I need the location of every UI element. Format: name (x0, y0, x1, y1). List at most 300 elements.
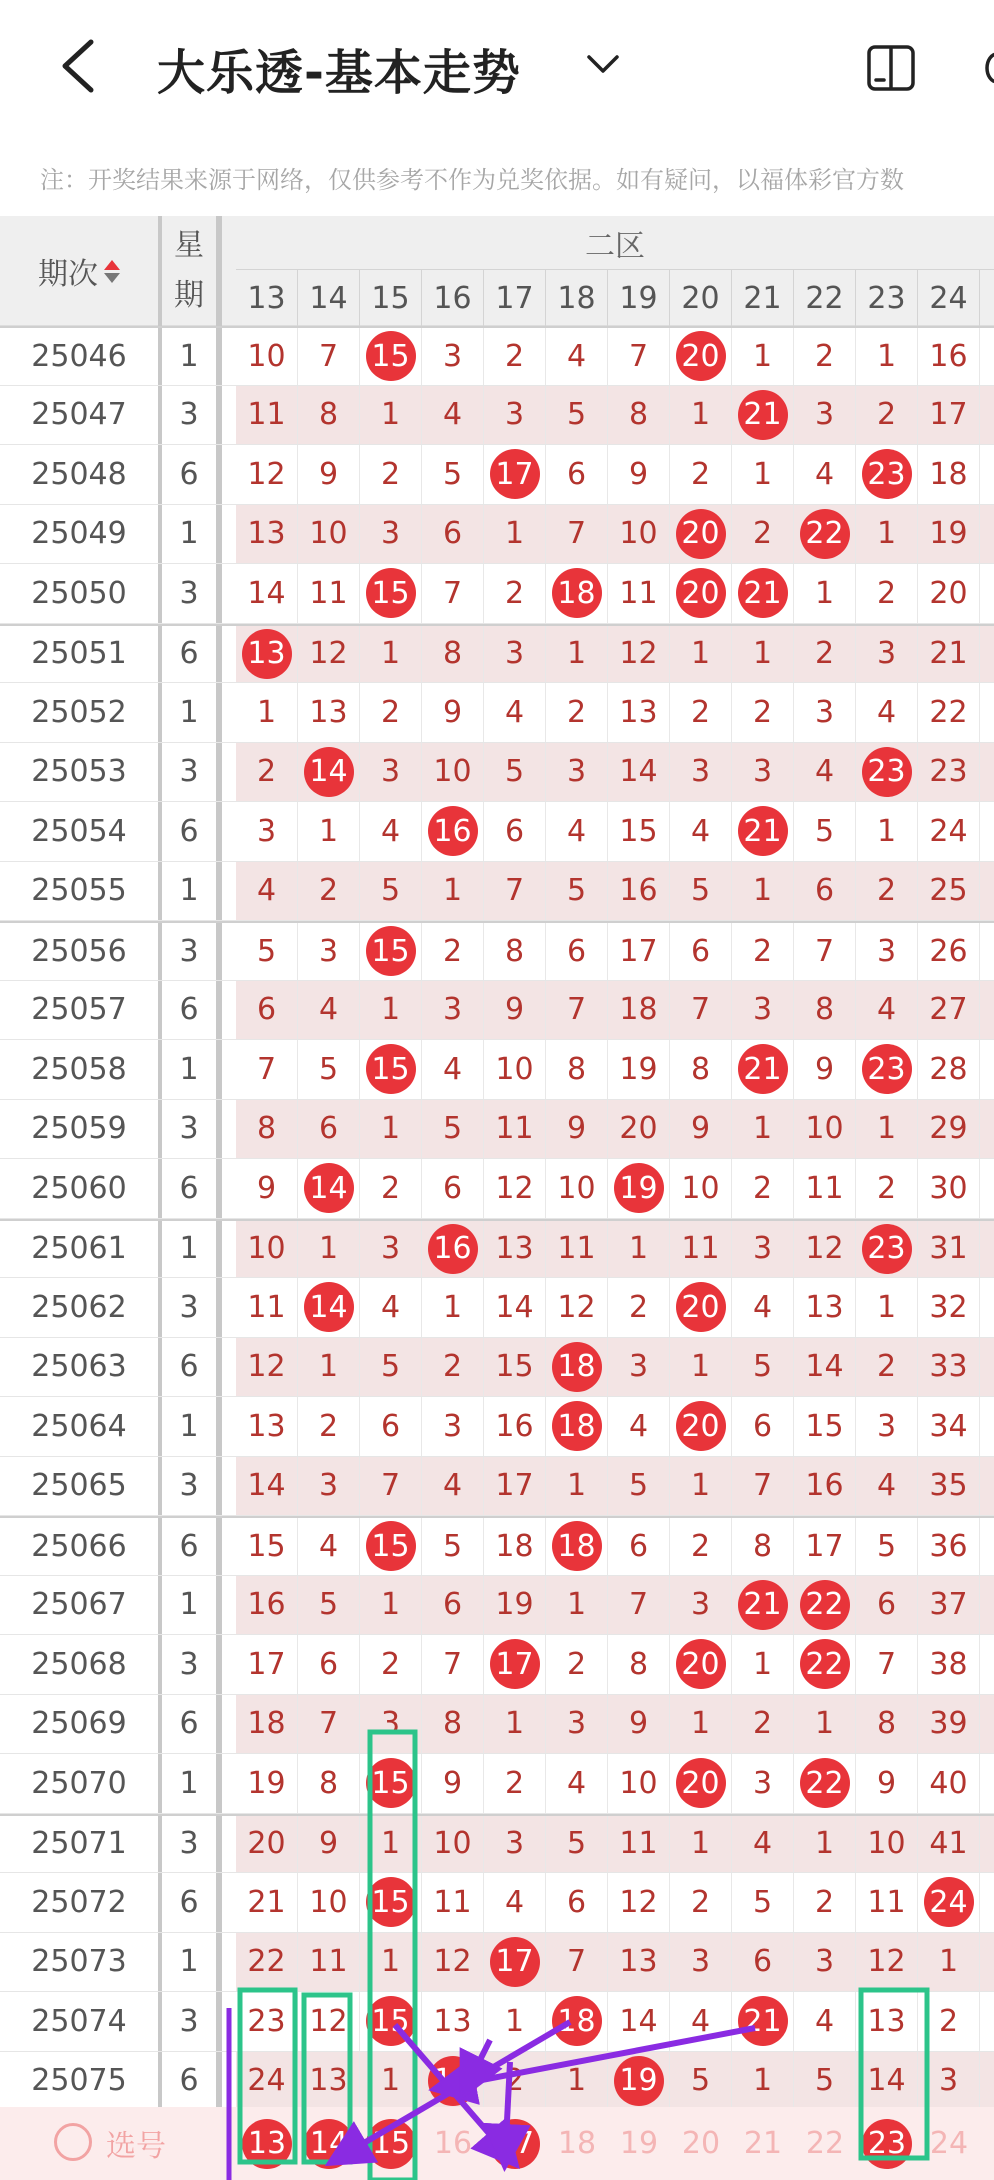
selected-number-ball[interactable]: 14 (304, 2119, 354, 2169)
period-cell: 25061 (0, 1221, 162, 1278)
number-cell: 1 (670, 626, 732, 683)
table-row (0, 862, 994, 922)
week-cell: 3 (162, 1992, 222, 2051)
number-cell (732, 802, 794, 861)
number-cell: 2 (794, 328, 856, 385)
number-cell: 16 (918, 328, 980, 385)
number-cell: 5 (484, 743, 546, 802)
number-cell: 8 (298, 1754, 360, 1813)
period-cell: 25051 (0, 626, 162, 683)
table-row (0, 921, 994, 981)
number-cell: 3 (794, 683, 856, 742)
table-row (0, 1576, 994, 1636)
number-cell: 13 (484, 1221, 546, 1278)
period-cell: 25050 (0, 564, 162, 623)
week-cell: 6 (162, 1338, 222, 1397)
number-cell (732, 1992, 794, 2051)
number-cell: 14 (484, 1278, 546, 1337)
number-cell: 6 (546, 445, 608, 504)
table-row (0, 2052, 994, 2112)
zone-cells (236, 1338, 994, 1397)
number-cell: 12 (856, 1933, 918, 1992)
number-cell: 2 (732, 505, 794, 564)
drawn-number-ball: 17 (490, 449, 540, 499)
drawn-number-ball: 22 (800, 1580, 850, 1630)
drawn-number-ball: 18 (552, 1342, 602, 1392)
number-cell: 20 (608, 1100, 670, 1159)
number-cell: 4 (422, 386, 484, 445)
period-cell: 25064 (0, 1397, 162, 1456)
number-cell: 4 (546, 328, 608, 385)
select-number-cell[interactable]: 22 (805, 2126, 845, 2161)
number-cell: 19 (484, 1576, 546, 1635)
select-number-cell[interactable]: 16 (433, 2126, 473, 2161)
number-cell: 3 (360, 505, 422, 564)
number-cell: 32 (918, 1278, 980, 1337)
period-cell: 25054 (0, 802, 162, 861)
number-cell (298, 743, 360, 802)
number-cell: 5 (732, 1338, 794, 1397)
number-cell: 16 (236, 1576, 298, 1635)
number-cell: 1 (856, 505, 918, 564)
week-cell: 3 (162, 1816, 222, 1873)
number-cell: 1 (732, 2052, 794, 2111)
period-header[interactable] (0, 216, 162, 326)
number-cell: 3 (546, 1695, 608, 1754)
number-cell: 3 (732, 981, 794, 1040)
number-cell: 11 (236, 386, 298, 445)
selected-number-ball[interactable]: 15 (366, 2119, 416, 2169)
number-cell: 3 (670, 1933, 732, 1992)
table-row (0, 981, 994, 1041)
number-cell: 5 (298, 1576, 360, 1635)
number-cell: 10 (670, 1159, 732, 1218)
number-cell (856, 1221, 918, 1278)
number-cell: 16 (608, 862, 670, 921)
table-row (0, 1635, 994, 1695)
number-cell: 1 (732, 862, 794, 921)
number-cell: 1 (732, 626, 794, 683)
number-cell: 11 (546, 1221, 608, 1278)
number-cell (794, 1576, 856, 1635)
number-cell (422, 2052, 484, 2111)
number-cell: 2 (732, 1695, 794, 1754)
number-cell: 3 (608, 1338, 670, 1397)
week-cell: 3 (162, 1457, 222, 1516)
number-cell (670, 1278, 732, 1337)
number-cell: 4 (360, 1278, 422, 1337)
number-cell: 13 (608, 683, 670, 742)
zone-cells (236, 862, 994, 921)
number-cell: 6 (732, 1933, 794, 1992)
table-row (0, 1754, 994, 1814)
number-cell: 1 (422, 862, 484, 921)
number-cell: 14 (236, 1457, 298, 1516)
number-cell: 12 (422, 1933, 484, 1992)
number-cell: 2 (236, 743, 298, 802)
zone-cells (236, 1221, 994, 1278)
column-header: 15 (360, 270, 422, 326)
column-header: 24 (918, 270, 980, 326)
select-number-cell[interactable] (298, 2107, 360, 2180)
number-cell: 1 (856, 1278, 918, 1337)
number-cell: 1 (856, 328, 918, 385)
number-cell: 8 (236, 1100, 298, 1159)
select-number-cell[interactable]: 18 (557, 2126, 597, 2161)
number-cell: 7 (298, 1695, 360, 1754)
number-cell: 10 (236, 1221, 298, 1278)
number-cell (670, 1754, 732, 1813)
number-cell: 1 (918, 1933, 980, 1992)
number-cell: 7 (298, 328, 360, 385)
zone-cells (236, 386, 994, 445)
number-cell: 1 (546, 1457, 608, 1516)
drawn-number-ball: 24 (924, 1877, 974, 1927)
number-cell: 5 (298, 1040, 360, 1099)
number-cell: 4 (856, 981, 918, 1040)
number-cell: 17 (794, 1518, 856, 1575)
number-cell: 13 (236, 1397, 298, 1456)
select-number-cell[interactable] (236, 2107, 298, 2180)
app-header (0, 0, 994, 135)
number-cell (856, 1040, 918, 1099)
number-cell: 11 (484, 1100, 546, 1159)
column-header: 20 (670, 270, 732, 326)
zone-cells (236, 1159, 994, 1218)
table-row (0, 445, 994, 505)
number-cell: 4 (670, 1992, 732, 2051)
number-cell: 41 (918, 1816, 980, 1873)
number-cell: 13 (856, 1992, 918, 2051)
column-header: 13 (236, 270, 298, 326)
number-cell: 11 (298, 1933, 360, 1992)
number-cell: 9 (608, 445, 670, 504)
period-cell: 25058 (0, 1040, 162, 1099)
number-cell: 4 (670, 802, 732, 861)
select-number-cell[interactable]: 24 (929, 2126, 969, 2161)
number-cell: 2 (608, 1278, 670, 1337)
zone-cells (236, 1100, 994, 1159)
number-cell: 18 (484, 1518, 546, 1575)
number-cell: 5 (670, 862, 732, 921)
table-row (0, 386, 994, 446)
number-cell: 2 (670, 445, 732, 504)
table-row (0, 1159, 994, 1219)
drawn-number-ball: 15 (366, 568, 416, 618)
number-cell (484, 1933, 546, 1992)
drawn-number-ball: 18 (552, 1401, 602, 1451)
number-cell: 3 (670, 1576, 732, 1635)
number-cell: 10 (856, 1816, 918, 1873)
select-number-cell[interactable]: 19 (619, 2126, 659, 2161)
number-cell: 1 (484, 1695, 546, 1754)
number-cell: 1 (546, 626, 608, 683)
number-cell: 8 (484, 923, 546, 980)
number-cell: 1 (236, 683, 298, 742)
chevron-down-icon[interactable] (585, 52, 621, 76)
number-cell: 2 (732, 1159, 794, 1218)
drawn-number-ball: 14 (304, 1282, 354, 1332)
number-cell: 13 (298, 2052, 360, 2111)
number-cell (298, 1159, 360, 1218)
number-cell: 4 (732, 1278, 794, 1337)
number-cell: 29 (918, 1100, 980, 1159)
number-cell: 3 (670, 743, 732, 802)
number-cell: 9 (236, 1159, 298, 1218)
number-cell: 10 (794, 1100, 856, 1159)
number-cell (918, 1873, 980, 1932)
number-cell: 1 (670, 1816, 732, 1873)
select-number-cell[interactable] (856, 2107, 918, 2180)
number-cell: 5 (360, 1338, 422, 1397)
number-cell: 35 (918, 1457, 980, 1516)
number-cell: 2 (670, 683, 732, 742)
number-cell (732, 1576, 794, 1635)
table-row (0, 1397, 994, 1457)
number-cell: 1 (732, 445, 794, 504)
number-cell: 22 (236, 1933, 298, 1992)
number-cell: 6 (360, 1397, 422, 1456)
table-row (0, 505, 994, 565)
number-cell: 30 (918, 1159, 980, 1218)
period-cell: 25074 (0, 1992, 162, 2051)
selected-number-ball[interactable]: 23 (862, 2119, 912, 2169)
number-cell: 1 (794, 564, 856, 623)
number-cell: 22 (918, 683, 980, 742)
number-cell: 6 (422, 1576, 484, 1635)
number-cell: 2 (732, 683, 794, 742)
zone-cells (236, 1518, 994, 1575)
week-header (162, 216, 222, 326)
drawn-number-ball: 23 (862, 1224, 912, 1274)
number-cell: 3 (360, 1695, 422, 1754)
select-label[interactable]: 选号 (106, 2129, 166, 2164)
table-row (0, 802, 994, 862)
number-cell: 1 (360, 386, 422, 445)
number-cell (670, 1635, 732, 1694)
select-number-cell[interactable] (360, 2107, 422, 2180)
number-cell (670, 328, 732, 385)
number-cell: 1 (670, 1457, 732, 1516)
table-row (0, 1219, 994, 1279)
number-cell: 4 (794, 445, 856, 504)
number-cell: 6 (608, 1518, 670, 1575)
number-cell: 4 (546, 1754, 608, 1813)
drawn-number-ball: 23 (862, 747, 912, 797)
number-cell: 2 (360, 445, 422, 504)
device-layout-icon[interactable] (866, 44, 920, 92)
period-cell: 25068 (0, 1635, 162, 1694)
drawn-number-ball: 22 (800, 1639, 850, 1689)
back-arrow-icon[interactable] (55, 36, 105, 96)
number-cell: 11 (236, 1278, 298, 1337)
number-cell: 12 (608, 626, 670, 683)
number-cell (608, 2052, 670, 2111)
number-cell: 9 (856, 1754, 918, 1813)
number-cell (360, 564, 422, 623)
number-cell: 23 (918, 743, 980, 802)
drawn-number-ball: 22 (800, 1758, 850, 1808)
number-cell: 3 (732, 1221, 794, 1278)
number-cell: 15 (794, 1397, 856, 1456)
number-cell: 12 (236, 445, 298, 504)
week-cell: 6 (162, 445, 222, 504)
select-number-cell[interactable] (484, 2107, 546, 2180)
drawn-number-ball: 15 (366, 1877, 416, 1927)
column-header: 14 (298, 270, 360, 326)
week-cell: 6 (162, 2052, 222, 2111)
number-cell: 1 (360, 2052, 422, 2111)
period-cell: 25066 (0, 1518, 162, 1575)
selected-number-ball[interactable]: 17 (490, 2119, 540, 2169)
sort-icon[interactable] (104, 260, 120, 283)
number-cell: 1 (670, 1695, 732, 1754)
number-cell: 7 (608, 1576, 670, 1635)
number-cell: 1 (360, 1816, 422, 1873)
number-cell: 7 (856, 1635, 918, 1694)
number-cell: 12 (484, 1159, 546, 1218)
number-cell: 5 (546, 1816, 608, 1873)
week-cell: 3 (162, 1635, 222, 1694)
number-cell: 9 (608, 1695, 670, 1754)
number-cell: 4 (422, 1040, 484, 1099)
drawn-number-ball: 20 (676, 1282, 726, 1332)
number-cell: 28 (918, 1040, 980, 1099)
number-cell: 9 (794, 1040, 856, 1099)
drawn-number-ball: 23 (862, 449, 912, 499)
number-cell: 3 (298, 923, 360, 980)
number-cell: 7 (422, 564, 484, 623)
drawn-number-ball: 17 (490, 1639, 540, 1689)
number-cell: 19 (608, 1040, 670, 1099)
drawn-number-ball: 13 (242, 629, 292, 679)
number-cell: 2 (794, 1873, 856, 1932)
selected-number-ball[interactable]: 13 (242, 2119, 292, 2169)
number-cell (484, 1635, 546, 1694)
number-cell: 17 (484, 1457, 546, 1516)
number-cell: 9 (546, 1100, 608, 1159)
week-cell: 1 (162, 328, 222, 385)
zone-cells (236, 1040, 994, 1099)
drawn-number-ball: 21 (738, 806, 788, 856)
number-cell: 5 (422, 1100, 484, 1159)
number-cell: 14 (608, 743, 670, 802)
select-radio-icon[interactable] (54, 2123, 92, 2161)
more-icon[interactable] (985, 52, 994, 84)
zone-cells (236, 1695, 994, 1754)
number-cell: 13 (422, 1992, 484, 2051)
number-cell (360, 1873, 422, 1932)
table-row (0, 1516, 994, 1576)
number-cell: 5 (794, 802, 856, 861)
number-cell: 4 (484, 1873, 546, 1932)
drawn-number-ball: 15 (366, 926, 416, 976)
period-cell: 25065 (0, 1457, 162, 1516)
number-cell (670, 1397, 732, 1456)
week-cell: 6 (162, 802, 222, 861)
week-cell: 1 (162, 1933, 222, 1992)
drawn-number-ball: 19 (614, 1163, 664, 1213)
number-cell: 5 (546, 386, 608, 445)
number-cell (856, 743, 918, 802)
week-cell: 6 (162, 1159, 222, 1218)
period-cell: 25053 (0, 743, 162, 802)
number-cell: 19 (236, 1754, 298, 1813)
week-cell: 1 (162, 1397, 222, 1456)
number-cell: 3 (918, 2052, 980, 2111)
number-cell: 3 (422, 1397, 484, 1456)
column-header: 23 (856, 270, 918, 326)
drawn-number-ball: 14 (304, 747, 354, 797)
number-cell: 7 (360, 1457, 422, 1516)
period-header-label: 期次 (38, 257, 98, 292)
number-cell: 7 (670, 981, 732, 1040)
number-cell: 17 (608, 923, 670, 980)
drawn-number-ball: 19 (614, 2056, 664, 2106)
number-cell: 9 (422, 1754, 484, 1813)
zone-cells (236, 743, 994, 802)
number-cell: 18 (608, 981, 670, 1040)
table-row (0, 1338, 994, 1398)
number-cell: 1 (298, 802, 360, 861)
week-cell: 1 (162, 1221, 222, 1278)
number-cell: 12 (546, 1278, 608, 1337)
number-cell: 1 (732, 1100, 794, 1159)
number-cell: 31 (918, 1221, 980, 1278)
table-row (0, 683, 994, 743)
zone-cells (236, 1457, 994, 1516)
number-cell (732, 1040, 794, 1099)
number-cell: 5 (360, 862, 422, 921)
period-cell: 25070 (0, 1754, 162, 1813)
number-cell: 10 (546, 1159, 608, 1218)
zone-cells (236, 981, 994, 1040)
number-cell: 2 (670, 1518, 732, 1575)
page-title: 大乐透-基本走势 (157, 45, 521, 101)
number-cell: 2 (484, 328, 546, 385)
number-cell: 2 (422, 1338, 484, 1397)
table-header (0, 216, 994, 326)
drawn-number-ball: 20 (676, 1639, 726, 1689)
number-cell (670, 564, 732, 623)
drawn-number-ball: 15 (366, 331, 416, 381)
number-cell (360, 1040, 422, 1099)
number-cell: 15 (608, 802, 670, 861)
select-number-cell[interactable]: 20 (681, 2126, 721, 2161)
period-cell: 25056 (0, 923, 162, 980)
drawn-number-ball: 16 (428, 2056, 478, 2106)
number-cell: 1 (360, 981, 422, 1040)
number-cell: 1 (794, 1695, 856, 1754)
number-cell (360, 328, 422, 385)
number-cell: 1 (546, 1576, 608, 1635)
number-cell: 13 (794, 1278, 856, 1337)
number-cell: 1 (422, 1278, 484, 1337)
number-cell: 2 (484, 1754, 546, 1813)
number-cell: 2 (360, 683, 422, 742)
number-cell: 3 (856, 626, 918, 683)
number-cell: 3 (546, 743, 608, 802)
number-cell: 2 (546, 1635, 608, 1694)
select-number-cell[interactable]: 21 (743, 2126, 783, 2161)
period-cell: 25049 (0, 505, 162, 564)
number-cell: 10 (422, 1816, 484, 1873)
period-cell: 25052 (0, 683, 162, 742)
period-cell: 25071 (0, 1816, 162, 1873)
number-cell: 7 (546, 1933, 608, 1992)
number-cell: 8 (670, 1040, 732, 1099)
number-cell: 9 (670, 1100, 732, 1159)
